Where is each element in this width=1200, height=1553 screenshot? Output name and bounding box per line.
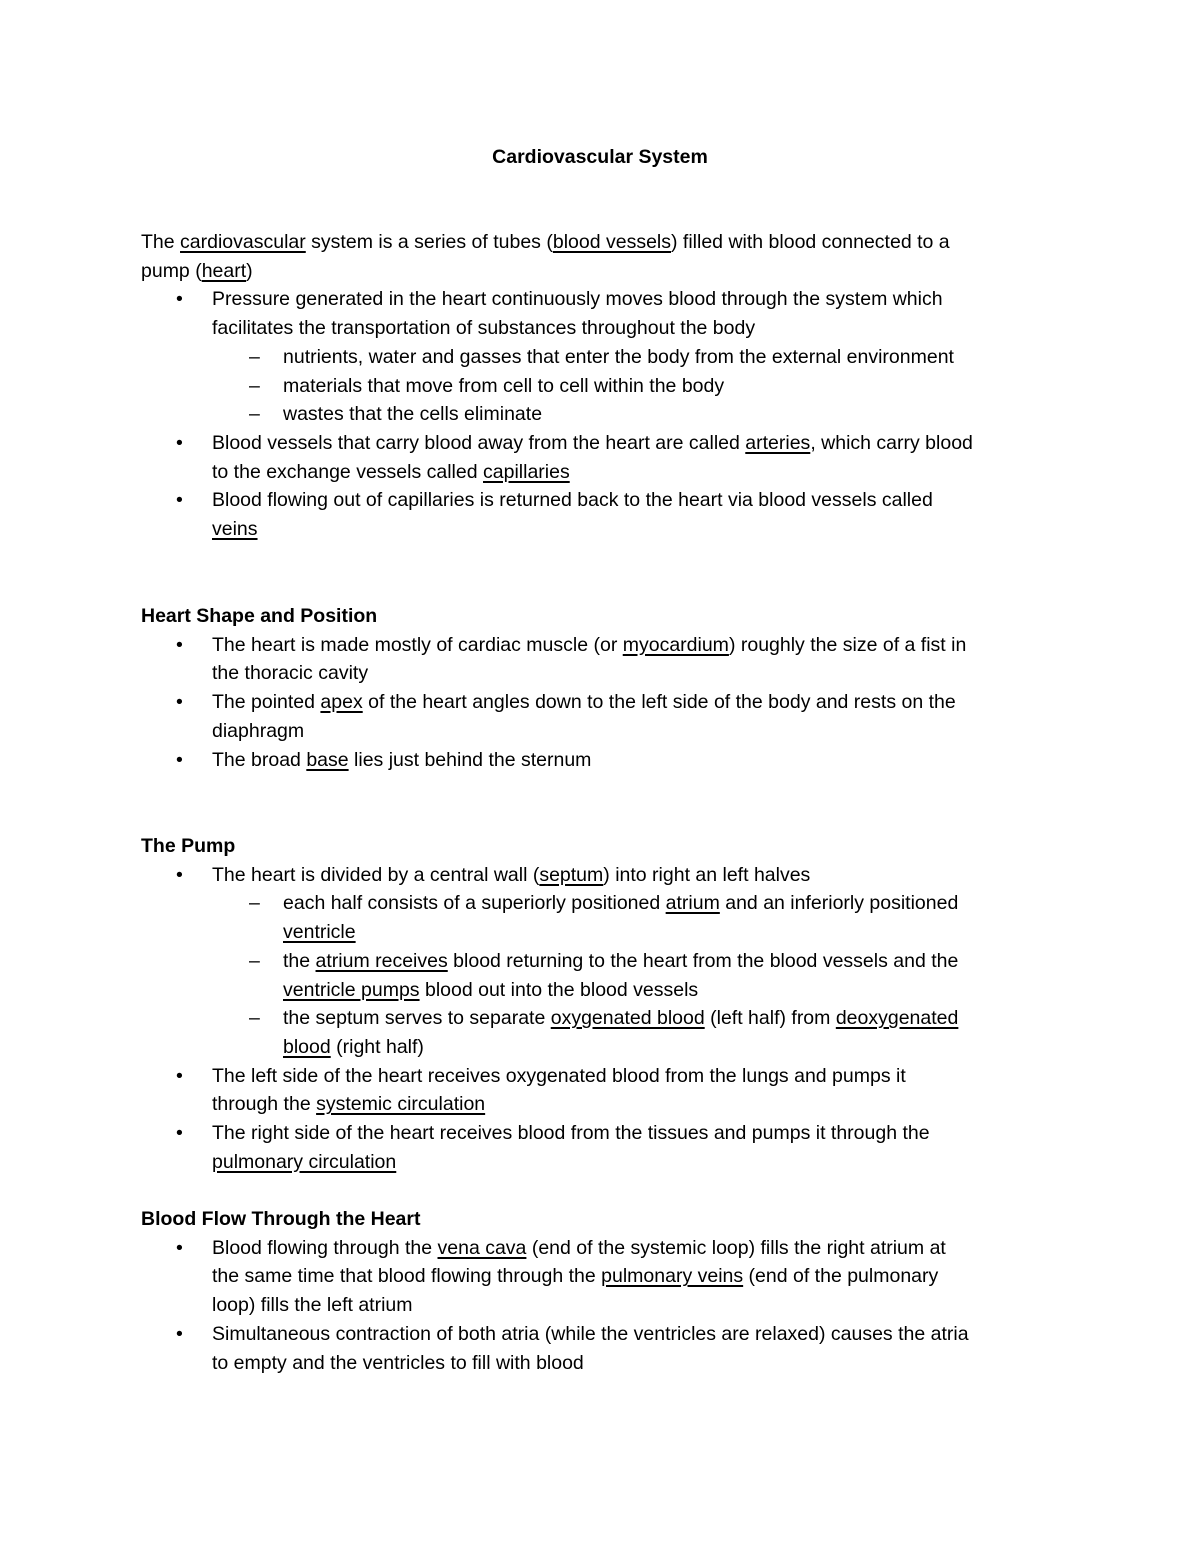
text-run: the thoracic cavity xyxy=(212,662,369,685)
text-run: blood returning to the heart from the blood vessels and the xyxy=(447,949,959,972)
text-run: through the xyxy=(212,1093,317,1116)
sub-item-line xyxy=(283,1004,958,1033)
underlined-term: deoxygenated xyxy=(835,1007,959,1030)
bullet-item-line xyxy=(212,486,933,515)
sub-item-line xyxy=(283,400,542,429)
sub-item-line xyxy=(283,889,958,918)
text-run: The heart is divided by a central wall ( xyxy=(212,863,540,886)
underlined-term: heart xyxy=(201,259,247,282)
text-run: ) xyxy=(246,259,253,282)
text-run: ) filled with blood connected to a xyxy=(671,231,950,253)
sub-item-line xyxy=(283,372,724,401)
text-run: to empty and the ventricles to fill with blood xyxy=(212,1351,584,1374)
bullet-icon: • xyxy=(176,863,183,886)
underlined-term: capillaries xyxy=(483,460,570,483)
bullet-item-line xyxy=(212,1090,485,1119)
underlined-term: base xyxy=(306,748,349,771)
document-title: Cardiovascular System xyxy=(492,146,708,168)
section-heading: The Pump xyxy=(141,835,236,857)
dash-icon: – xyxy=(249,374,260,397)
bullet-item-line xyxy=(212,861,810,890)
text-run: and an inferiorly positioned xyxy=(719,892,959,915)
text-run: the same time that blood flowing through the xyxy=(212,1265,602,1288)
text-run: (right half) xyxy=(330,1035,424,1058)
bullet-item-line xyxy=(212,285,943,314)
bullet-item-line xyxy=(212,458,570,487)
text-run: Blood flowing out of capillaries is returned back to the heart via blood vessels called xyxy=(212,489,933,512)
section-heading: Blood Flow Through the Heart xyxy=(141,1208,421,1230)
text-run: (left half) from xyxy=(704,1007,836,1030)
text-run: lies just behind the sternum xyxy=(348,748,592,771)
text-run: of the heart angles down to the left side of the body and rests on the xyxy=(362,691,956,714)
text-run: ) into right an left halves xyxy=(603,863,811,886)
underlined-term: vena cava xyxy=(437,1236,527,1259)
text-run: , which carry blood xyxy=(810,431,973,454)
text-run: facilitates the transportation of substances throughout the body xyxy=(212,317,756,340)
text-run: Blood flowing through the xyxy=(212,1236,438,1259)
text-run: Blood vessels that carry blood away from the heart are called xyxy=(212,431,746,454)
bullet-item-line xyxy=(212,1262,938,1291)
bullet-icon: • xyxy=(176,1236,183,1259)
bullet-item-line xyxy=(212,746,591,775)
bullet-icon: • xyxy=(176,489,183,512)
text-run: nutrients, water and gasses that enter the body from the external environment xyxy=(283,345,954,368)
bullet-icon: • xyxy=(176,1064,183,1087)
bullet-icon: • xyxy=(176,691,183,714)
text-run: Simultaneous contraction of both atria (while the ventricles are relaxed) causes the atria xyxy=(212,1322,969,1345)
underlined-term: blood xyxy=(283,1035,331,1058)
bullet-item-line xyxy=(212,515,258,544)
underlined-term: systemic circulation xyxy=(316,1093,486,1116)
text-run: (end of the systemic loop) fills the right atrium at xyxy=(526,1236,946,1259)
dash-icon: – xyxy=(249,949,260,972)
bullet-item-line xyxy=(212,631,966,660)
dash-icon: – xyxy=(249,403,260,426)
text-run: blood out into the blood vessels xyxy=(419,978,699,1001)
bullet-item-line xyxy=(212,429,973,458)
bullet-icon: • xyxy=(176,633,183,656)
underlined-term: myocardium xyxy=(622,633,729,656)
text-run: the xyxy=(283,949,316,972)
bullet-item-line xyxy=(212,1320,969,1349)
bullet-item-line xyxy=(212,1349,584,1378)
text-run: The left side of the heart receives oxygenated blood from the lungs and pumps it xyxy=(212,1064,906,1087)
text-run: The xyxy=(141,231,181,253)
underlined-term: arteries xyxy=(745,431,811,454)
sub-item-line xyxy=(283,947,958,976)
bullet-item-line xyxy=(212,659,368,688)
underlined-term: pulmonary veins xyxy=(601,1265,744,1288)
text-run: The right side of the heart receives blood from the tissues and pumps it through the xyxy=(212,1122,930,1144)
bullet-icon: • xyxy=(176,431,183,454)
bullet-item-line xyxy=(212,314,755,343)
underlined-term: veins xyxy=(212,518,258,540)
dash-icon: – xyxy=(249,1007,260,1030)
underlined-term: oxygenated blood xyxy=(550,1007,705,1030)
bullet-item-line xyxy=(212,1062,906,1091)
text-run: diaphragm xyxy=(212,719,305,742)
text-run: loop) fills the left atrium xyxy=(212,1294,413,1317)
sub-item-line xyxy=(283,976,698,1005)
bullet-item-line xyxy=(212,1119,930,1148)
bullet-icon: • xyxy=(176,748,183,771)
text-run: Pressure generated in the heart continuously moves blood through the system which xyxy=(212,288,943,311)
dash-icon: – xyxy=(249,892,260,915)
bullet-icon: • xyxy=(176,288,183,311)
bullet-icon: • xyxy=(176,1122,183,1144)
underlined-term: atrium xyxy=(665,892,720,915)
text-run: to the exchange vessels called xyxy=(212,460,484,483)
underlined-term: cardiovascular xyxy=(180,231,306,253)
sub-item-line xyxy=(283,1033,424,1062)
intro-line xyxy=(141,228,950,257)
underlined-term: pulmonary circulation xyxy=(212,1150,397,1173)
text-run: each half consists of a superiorly positioned xyxy=(283,892,666,915)
underlined-term: septum xyxy=(539,863,604,886)
text-run: materials that move from cell to cell within the body xyxy=(283,374,725,397)
bullet-icon: • xyxy=(176,1322,183,1345)
section-heading: Heart Shape and Position xyxy=(141,605,378,627)
bullet-item-line xyxy=(212,717,304,746)
text-run: the septum serves to separate xyxy=(283,1007,551,1030)
underlined-term: apex xyxy=(320,691,363,714)
text-run: pump ( xyxy=(141,259,202,282)
bullet-item-line xyxy=(212,688,956,717)
bullet-item-line xyxy=(212,1291,413,1320)
text-run: (end of the pulmonary xyxy=(743,1265,939,1288)
text-run: wastes that the cells eliminate xyxy=(283,403,543,426)
underlined-term: ventricle xyxy=(283,921,356,944)
text-run: The broad xyxy=(212,748,307,771)
text-run: The pointed xyxy=(212,691,321,714)
sub-item-line xyxy=(283,918,356,947)
text-run: The heart is made mostly of cardiac muscle (or xyxy=(212,633,623,656)
text-run: ) roughly the size of a fist in xyxy=(728,633,967,656)
sub-item-line xyxy=(283,343,954,372)
dash-icon: – xyxy=(249,345,260,368)
text-run: system is a series of tubes ( xyxy=(305,231,553,253)
bullet-item-line xyxy=(212,1234,946,1263)
intro-line xyxy=(141,257,253,286)
bullet-item-line xyxy=(212,1148,396,1177)
underlined-term: ventricle pumps xyxy=(283,978,420,1001)
underlined-term: blood vessels xyxy=(552,231,672,253)
underlined-term: atrium receives xyxy=(315,949,448,972)
